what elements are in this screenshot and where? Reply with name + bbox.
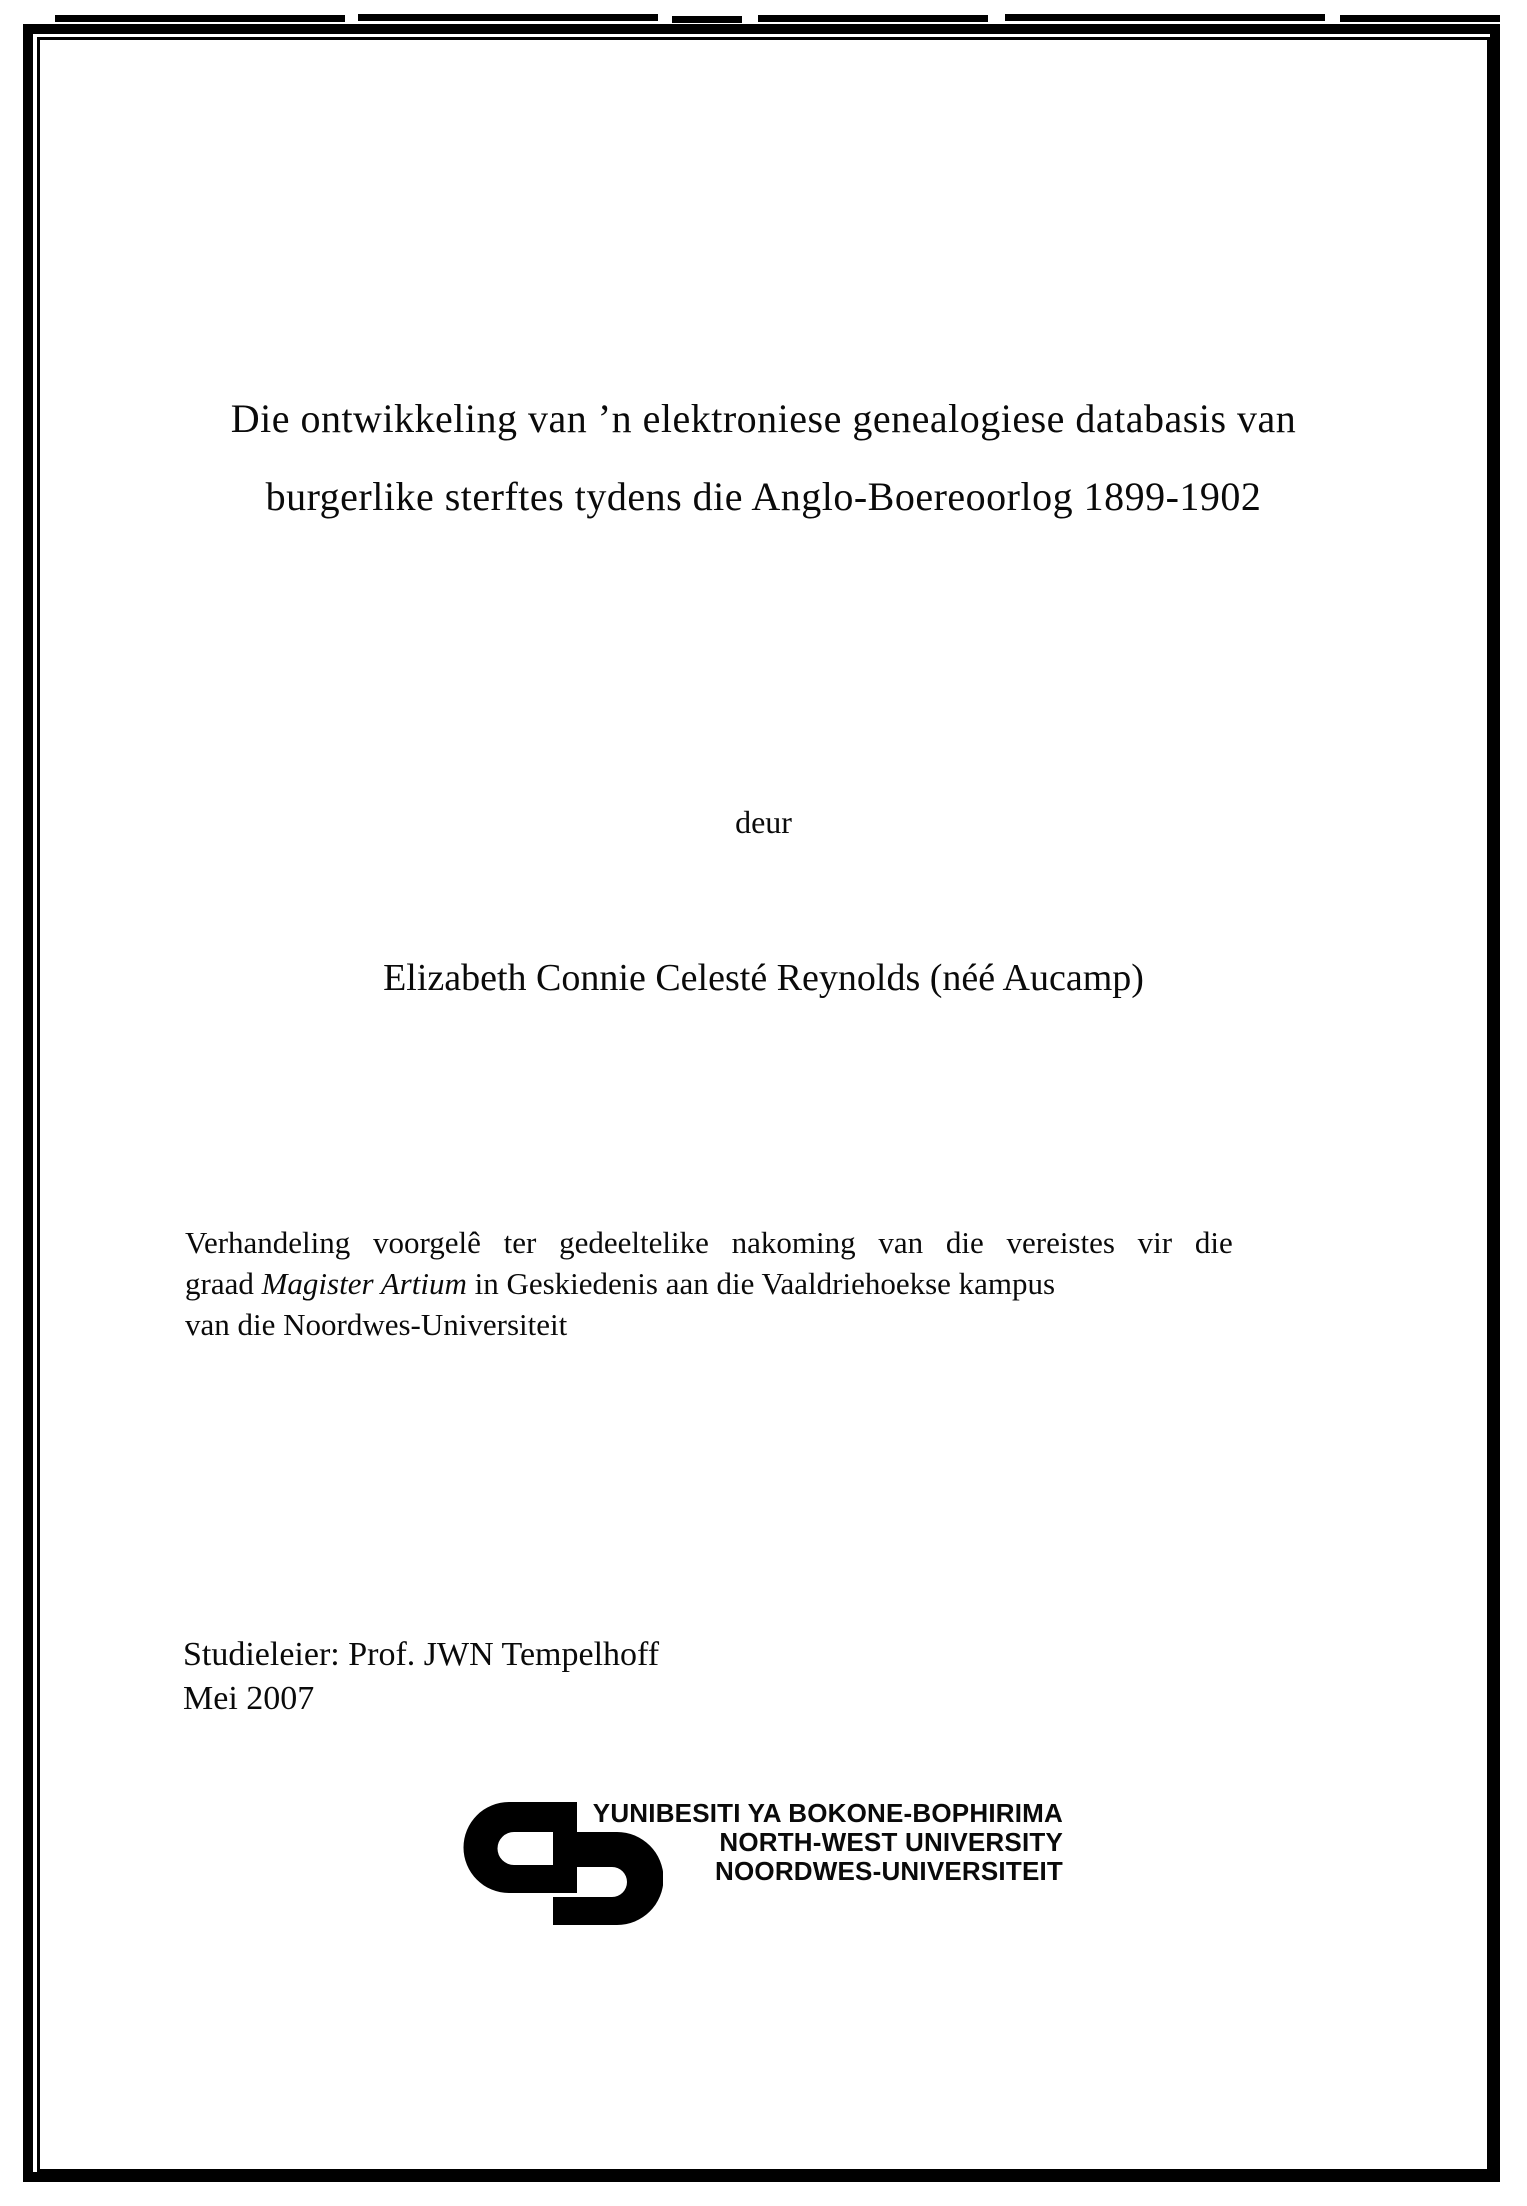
university-name-english: NORTH-WEST UNIVERSITY: [719, 1827, 1063, 1857]
scan-artifact: [672, 16, 742, 23]
scan-artifact: [358, 14, 658, 21]
degree-name-italic: Magister Artium: [261, 1266, 467, 1301]
author-name: Elizabeth Connie Celesté Reynolds (néé Aucamp): [383, 957, 1144, 999]
title-line-2: burgerlike sterftes tydens die Anglo-Boereoorlog 1899-1902: [265, 474, 1262, 519]
university-wordmark: [585, 1799, 1063, 1886]
university-name-setswana: YUNIBESITI YA BOKONE-BOPHIRIMA: [592, 1798, 1063, 1828]
scan-artifact: [1340, 15, 1500, 22]
supervisor-block: [183, 1633, 659, 1721]
university-name-afrikaans: NOORDWES-UNIVERSITEIT: [715, 1856, 1063, 1886]
submission-line-2-suffix: in Geskiedenis aan die Vaaldriehoekse kampus: [466, 1266, 1056, 1301]
submission-line-1: Verhandeling voorgelê ter gedeeltelike nakoming van die vereistes vir die: [185, 1225, 1233, 1260]
submission-line-3: van die Noordwes-Universiteit: [185, 1307, 568, 1342]
submission-statement: [185, 1222, 1350, 1345]
submission-line-2: [185, 1263, 1350, 1304]
date-line: Mei 2007: [183, 1680, 315, 1717]
submission-line-2-prefix: graad: [185, 1266, 262, 1301]
scan-artifact: [55, 15, 345, 22]
supervisor-line: Studieleier: Prof. JWN Tempelhoff: [183, 1636, 660, 1673]
page-title: [90, 380, 1437, 536]
byline: deur: [735, 804, 792, 840]
university-logo: [463, 1799, 1103, 1939]
scan-artifact: [758, 15, 988, 22]
title-line-1: Die ontwikkeling van ’n elektroniese genealogiese databasis van: [230, 396, 1297, 441]
scan-artifact: [1005, 14, 1325, 21]
